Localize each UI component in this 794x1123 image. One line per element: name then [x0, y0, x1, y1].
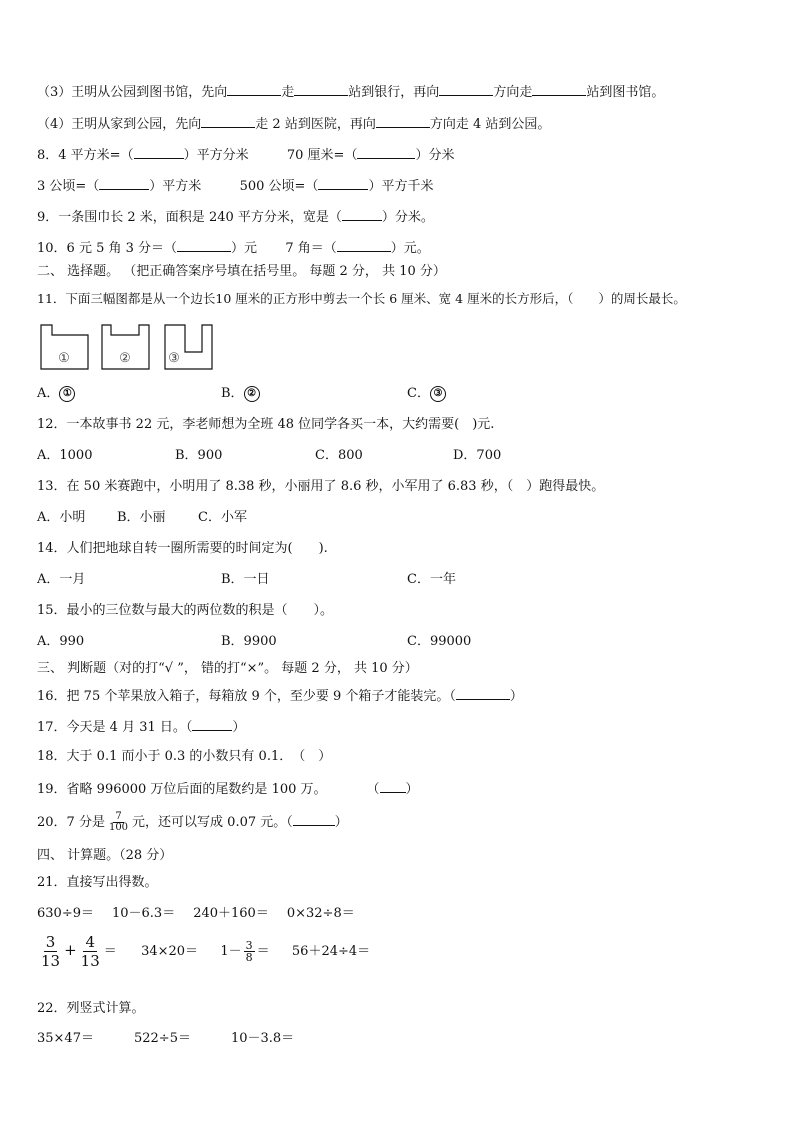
- blank[interactable]: [177, 238, 231, 252]
- text: 方向走: [493, 85, 533, 100]
- blank[interactable]: [380, 779, 406, 793]
- q12-option-b[interactable]: B．900: [175, 448, 223, 463]
- q14-text: 14．人们把地球自转一圈所需要的时间定为( ).: [37, 541, 328, 556]
- q14-option-b[interactable]: B．一日: [221, 572, 270, 587]
- fraction-3-13: [39, 934, 62, 970]
- equals: ＝: [103, 944, 117, 959]
- circle-2-icon: ②: [244, 386, 260, 402]
- q22-row: [37, 1030, 294, 1048]
- text: （4）王明从家到公园，先向: [37, 117, 202, 132]
- expr: 1－: [220, 944, 242, 959]
- circle-1-icon: ①: [59, 386, 75, 402]
- q16-line: [37, 686, 523, 706]
- text: 70 厘米=（: [286, 148, 358, 163]
- text: 10．6 元 5 角 3 分＝（: [37, 241, 178, 256]
- text: ）元。: [390, 241, 430, 256]
- numerator: 7: [115, 811, 122, 822]
- q11-figures: [39, 322, 219, 372]
- text: （3）王明从公园到图书馆，先向: [37, 85, 228, 100]
- text: ）平方分米: [183, 148, 249, 163]
- text: ）元: [231, 241, 258, 256]
- q9-line: [37, 207, 434, 227]
- q22-title: 22．列竖式计算。: [37, 1001, 145, 1016]
- expr: 630÷9＝: [37, 906, 94, 921]
- q8-line2: [37, 176, 433, 196]
- text: 500 公顷=（: [239, 179, 319, 194]
- blank[interactable]: [532, 82, 586, 96]
- denominator: 100: [108, 822, 129, 833]
- blank[interactable]: [294, 82, 348, 96]
- text: 19．省略 996000 万位后面的尾数约是 100 万。: [37, 782, 327, 797]
- q12-option-c[interactable]: C．800: [315, 448, 363, 463]
- text: 走: [281, 85, 295, 100]
- q7-3-line: [37, 82, 664, 102]
- expr: 0×32÷8＝: [286, 906, 355, 921]
- text: B．: [221, 386, 244, 401]
- numerator: 3: [45, 932, 56, 951]
- blank[interactable]: [456, 686, 510, 700]
- q11-option-c[interactable]: [407, 385, 446, 403]
- q21-row2: [37, 930, 370, 970]
- plus-sign: +: [64, 941, 77, 959]
- q10-line: [37, 238, 430, 258]
- q13-option-b[interactable]: B．小丽: [117, 510, 166, 525]
- figure-1-label: ①: [58, 351, 70, 366]
- expr: 10－6.3＝: [111, 906, 176, 921]
- text: 20．7 分是: [37, 815, 105, 830]
- expr: 10－3.8＝: [230, 1031, 295, 1046]
- blank[interactable]: [134, 145, 184, 159]
- figure-2-label: ②: [119, 351, 131, 366]
- text: ）: [232, 720, 246, 735]
- q13-text: 13．在 50 米赛跑中，小明用了 8.38 秒，小丽用了 8.6 秒，小军用了 6.83 秒，（ ）跑得最快。: [37, 479, 605, 494]
- text: ）分米。: [381, 210, 434, 225]
- q21-title: 21．直接写出得数。: [37, 875, 158, 890]
- fraction-7-100: [107, 812, 130, 833]
- section-4-heading: 四、 计算题。（28 分）: [37, 848, 173, 863]
- q13-option-a[interactable]: A．小明: [37, 510, 86, 525]
- q11-option-a[interactable]: [37, 385, 75, 403]
- q19-line: [37, 779, 419, 799]
- numerator: 4: [85, 932, 95, 951]
- text: 走 2 站到医院，再向: [255, 117, 376, 132]
- q15-option-c[interactable]: C．99000: [407, 634, 472, 649]
- text: ）: [334, 815, 348, 830]
- fraction-4-13: [79, 934, 102, 970]
- blank[interactable]: [227, 82, 281, 96]
- q21-row1: [37, 905, 355, 923]
- q18-line: 18．大于 0.1 而小于 0.3 的小数只有 0.1． （ ）: [37, 749, 332, 764]
- text: ）平方千米: [368, 179, 434, 194]
- figure-3-label: ③: [168, 351, 180, 366]
- text: ）: [405, 782, 419, 797]
- denominator: 13: [41, 952, 61, 970]
- blank[interactable]: [439, 82, 493, 96]
- q12-option-a[interactable]: A．1000: [37, 448, 93, 463]
- q11-text: 11．下面三幅图都是从一个边长10 厘米的正方形中剪去一个长 6 厘米、宽 4 厘米的长方形后，（ ）的周长最长。: [37, 291, 686, 306]
- expr: 240＋160＝: [193, 906, 269, 921]
- text: 17．今天是 4 月 31 日。（: [37, 720, 193, 735]
- text: 7 角＝（: [285, 241, 337, 256]
- expr: 522÷5＝: [133, 1031, 191, 1046]
- q17-line: [37, 717, 245, 737]
- section-3-heading: 三、 判断题（对的打“√ ”， 错的打“×”。 每题 2 分， 共 10 分）: [37, 661, 418, 676]
- text: A．: [37, 386, 60, 401]
- blank[interactable]: [337, 238, 391, 252]
- blank[interactable]: [293, 812, 335, 826]
- q12-text: 12．一本故事书 22 元，李老师想为全班 48 位同学各买一本，大约需要( )元.: [37, 417, 495, 432]
- q20-line: [37, 810, 348, 836]
- q15-option-b[interactable]: B．9900: [221, 634, 277, 649]
- expr: 34×20＝: [141, 944, 199, 959]
- q13-option-c[interactable]: C．小军: [198, 510, 247, 525]
- text: （: [366, 782, 380, 797]
- text: 方向走 4 站到公园。: [429, 117, 551, 132]
- blank[interactable]: [318, 176, 368, 190]
- q11-option-b[interactable]: [221, 385, 260, 403]
- text: 元，还可以写成 0.07 元。（: [132, 815, 293, 830]
- blank[interactable]: [99, 176, 149, 190]
- blank[interactable]: [342, 207, 382, 221]
- blank[interactable]: [192, 717, 232, 731]
- fraction-3-8: [244, 940, 255, 963]
- section-2-heading: 二、 选择题。 （把正确答案序号填在括号里。 每题 2 分， 共 10 分）: [37, 264, 446, 279]
- text: C．: [407, 386, 430, 401]
- numerator: 3: [245, 939, 253, 952]
- expr: 35×47＝: [37, 1031, 94, 1046]
- blank[interactable]: [357, 145, 415, 159]
- denominator: 8: [245, 951, 253, 964]
- q14-option-a[interactable]: A．一月: [37, 572, 86, 587]
- q15-option-a[interactable]: A．990: [37, 634, 85, 649]
- q15-text: 15．最小的三位数与最大的两位数的积是（ ）。: [37, 603, 334, 618]
- text: ）分米: [415, 148, 455, 163]
- text: 8．4 平方米=（: [37, 148, 134, 163]
- expr: 56＋24÷4＝: [291, 944, 371, 959]
- blank[interactable]: [376, 114, 430, 128]
- text: 3 公顷=（: [37, 179, 100, 194]
- q12-option-d[interactable]: D．700: [453, 448, 502, 463]
- circle-3-icon: ③: [430, 386, 446, 402]
- denominator: 13: [80, 952, 100, 970]
- q14-option-c[interactable]: C．一年: [407, 572, 456, 587]
- equals: ＝: [256, 944, 270, 959]
- text: 16．把 75 个苹果放入箱子，每箱放 9 个，至少要 9 个箱子才能装完。（: [37, 689, 456, 704]
- text: ）: [509, 689, 523, 704]
- text: 站到图书馆。: [586, 85, 665, 100]
- blank[interactable]: [201, 114, 255, 128]
- text: 站到银行，再向: [348, 85, 440, 100]
- q8-line1: [37, 145, 454, 165]
- text: ）平方米: [149, 179, 202, 194]
- text: 9．一条围巾长 2 米，面积是 240 平方分米，宽是（: [37, 210, 342, 225]
- q7-4-line: [37, 114, 550, 134]
